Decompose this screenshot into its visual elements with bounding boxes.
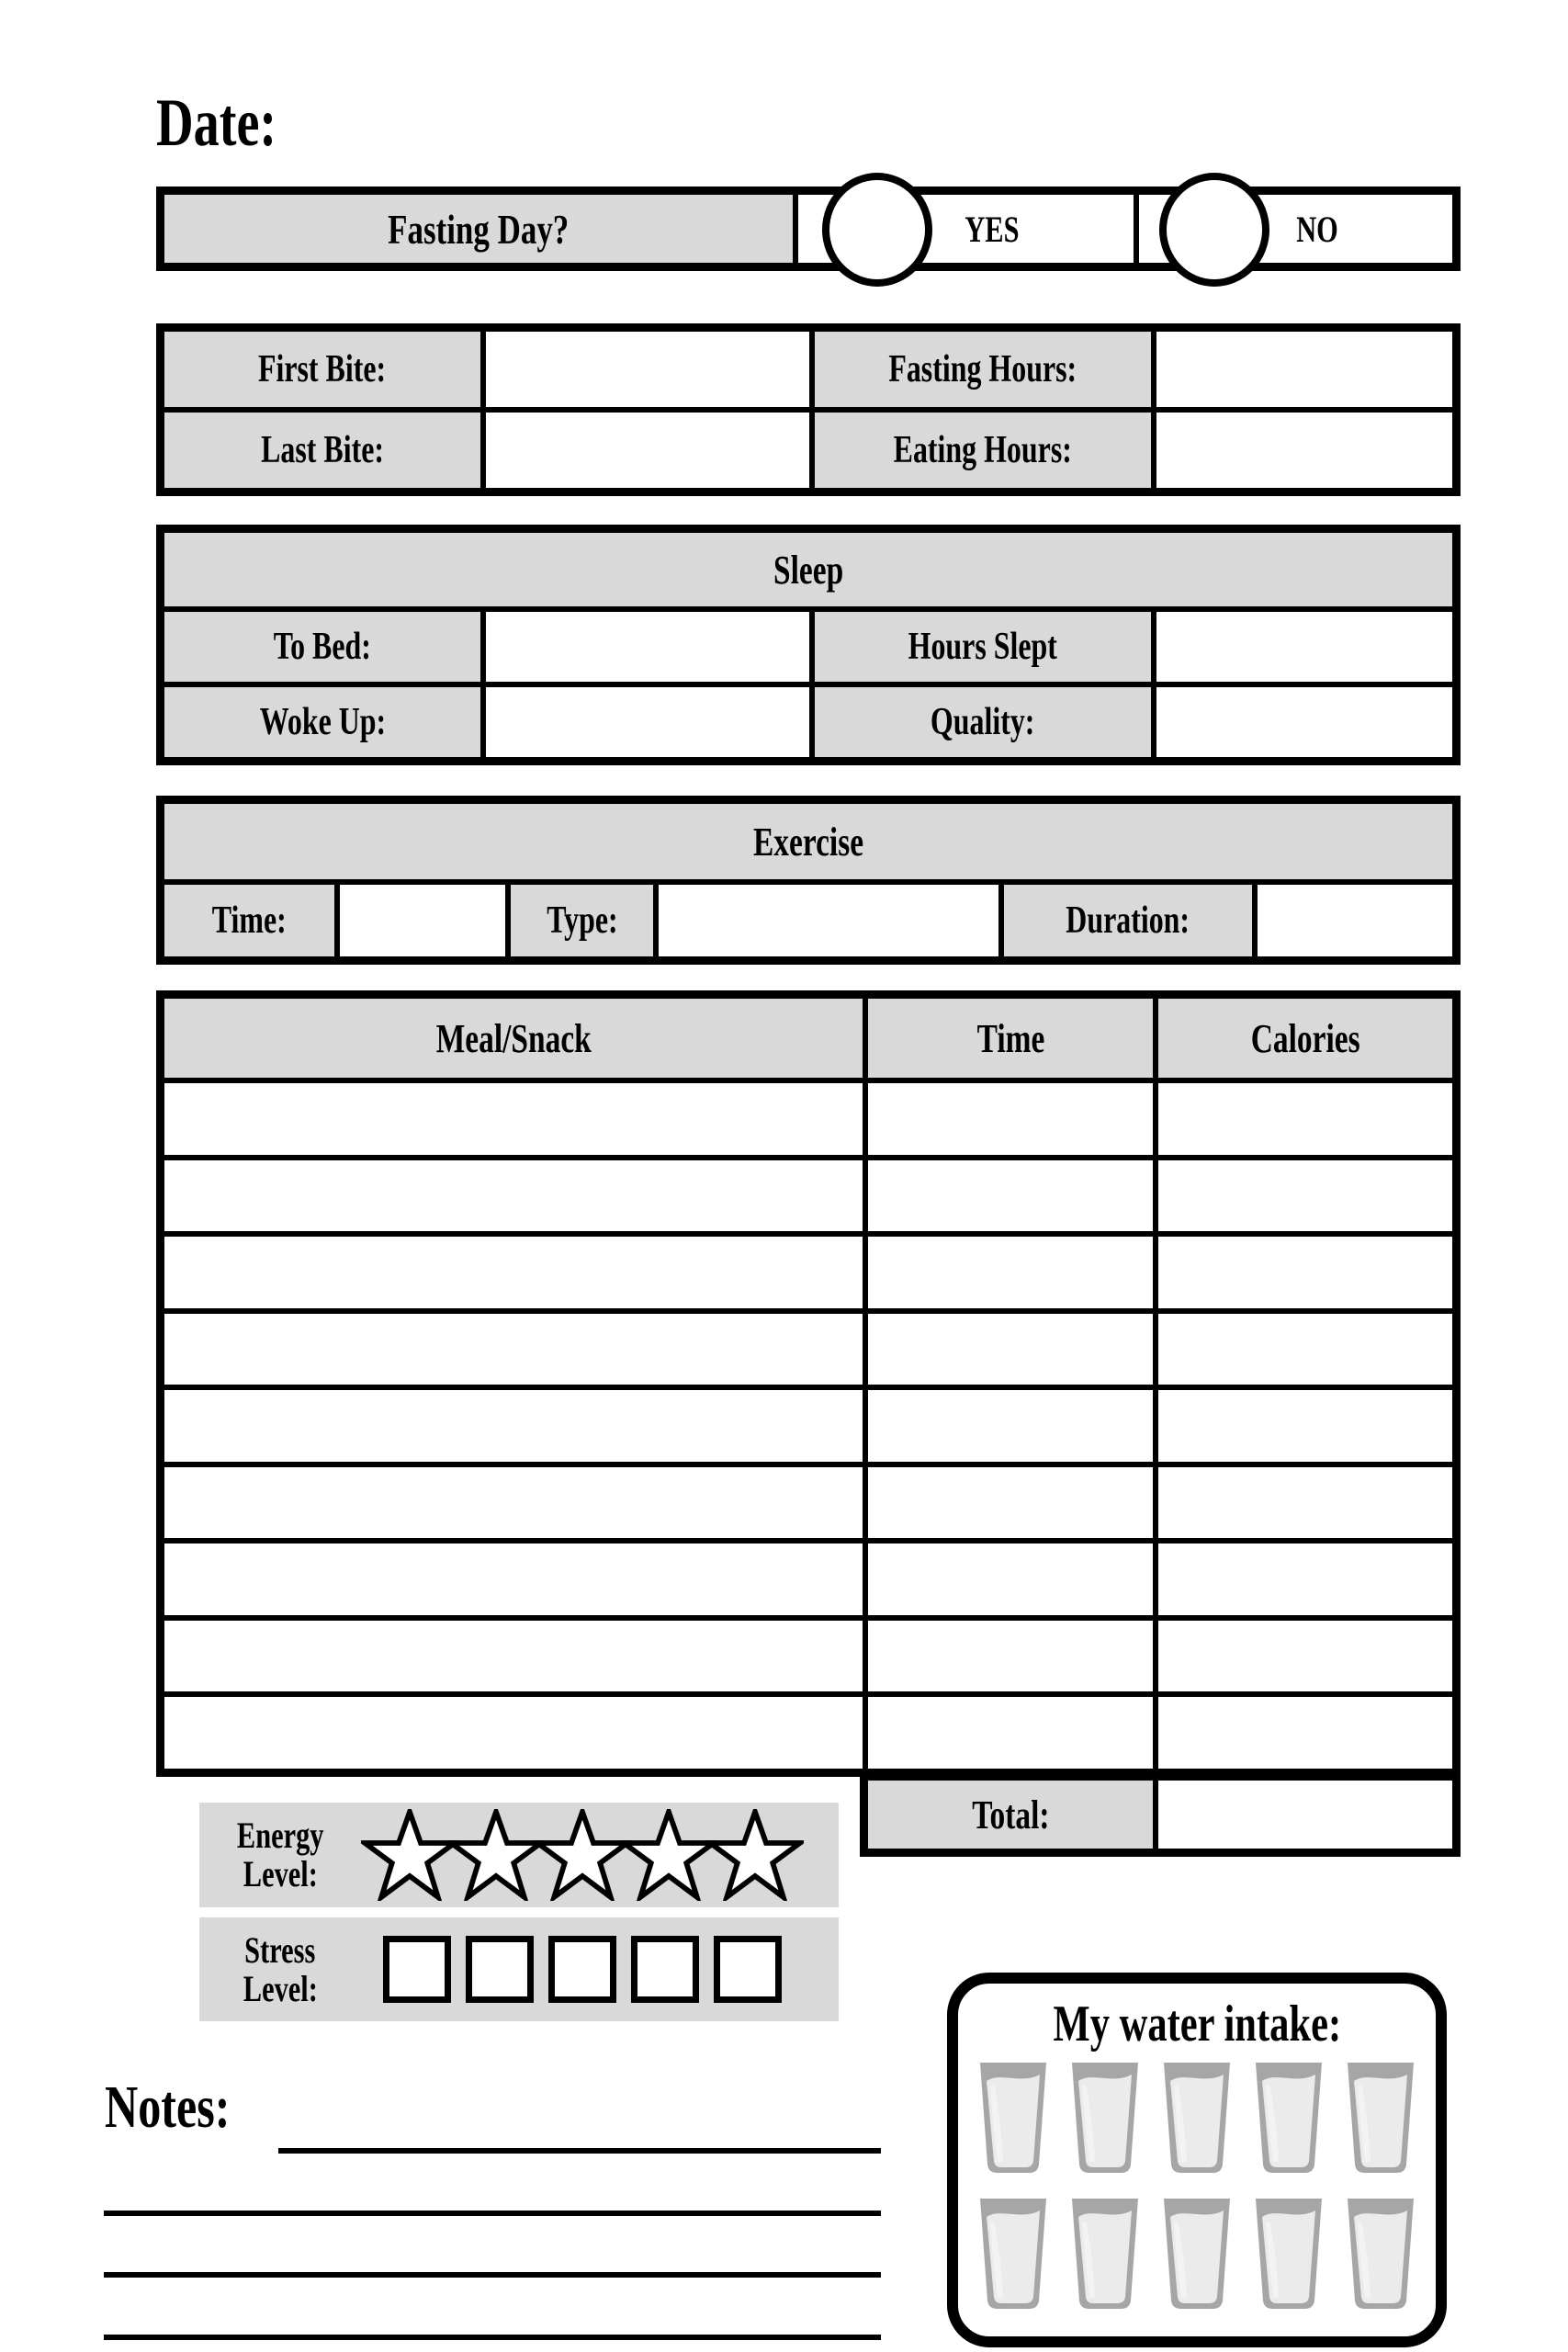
- fasting-day-row: [156, 187, 1461, 271]
- intake-table: [156, 323, 1461, 496]
- meal-cell[interactable]: [164, 1467, 863, 1539]
- meal-cell[interactable]: [1158, 1544, 1452, 1615]
- woke-up-value[interactable]: [486, 687, 809, 757]
- yes-label: YES: [964, 208, 1020, 250]
- meal-cell[interactable]: [1158, 1621, 1452, 1692]
- star-icon[interactable]: [534, 1809, 631, 1901]
- notes-line[interactable]: [104, 2211, 881, 2216]
- fasting-question: Fasting Day?: [388, 205, 570, 253]
- exercise-title: Exercise: [164, 804, 1452, 879]
- meal-cell[interactable]: [164, 1083, 863, 1155]
- energy-level-box: [199, 1803, 839, 1907]
- meal-cell[interactable]: [164, 1621, 863, 1692]
- no-label: NO: [1296, 208, 1338, 250]
- water-glass-icon[interactable]: [1160, 2197, 1234, 2312]
- total-label-cell: Total:: [868, 1781, 1153, 1849]
- meal-cell[interactable]: [1158, 1390, 1452, 1462]
- meal-cell[interactable]: [868, 1390, 1153, 1462]
- energy-star-row: [361, 1809, 804, 1901]
- meal-cell[interactable]: [868, 1160, 1153, 1232]
- water-glass-icon[interactable]: [1160, 2061, 1234, 2177]
- stress-cell[interactable]: [466, 1936, 534, 2003]
- water-glass-icon[interactable]: [1068, 2061, 1142, 2177]
- meal-cell[interactable]: [164, 1314, 863, 1385]
- stress-box-row: [361, 1936, 782, 2003]
- meal-cell[interactable]: [1158, 1160, 1452, 1232]
- meal-cell[interactable]: [1158, 1314, 1452, 1385]
- fasting-hours-label: Fasting Hours:: [815, 332, 1151, 407]
- notes-line[interactable]: [278, 2148, 881, 2154]
- last-bite-label: Last Bite:: [164, 413, 480, 488]
- meal-cell[interactable]: [164, 1697, 863, 1769]
- meal-cell[interactable]: [868, 1237, 1153, 1308]
- meal-cell[interactable]: [1158, 1237, 1452, 1308]
- meal-cell[interactable]: [164, 1160, 863, 1232]
- meal-cell[interactable]: [164, 1544, 863, 1615]
- water-glass-icon[interactable]: [1252, 2197, 1325, 2312]
- woke-up-label: Woke Up:: [164, 687, 480, 757]
- meal-table: [156, 990, 1461, 1777]
- eating-hours-label: Eating Hours:: [815, 413, 1151, 488]
- total-row: [860, 1772, 1461, 1857]
- fasting-divider: [1134, 187, 1139, 271]
- water-intake-box: [947, 1973, 1447, 2347]
- star-icon[interactable]: [620, 1809, 717, 1901]
- water-glass-icon[interactable]: [1068, 2197, 1142, 2312]
- exercise-duration-label: Duration:: [1004, 885, 1252, 956]
- meal-cell[interactable]: [868, 1467, 1153, 1539]
- notes-line[interactable]: [104, 2335, 881, 2340]
- meal-cell[interactable]: [164, 1237, 863, 1308]
- glass-row-1: [976, 2061, 1417, 2177]
- water-glass-icon[interactable]: [976, 2197, 1050, 2312]
- meal-cell[interactable]: [868, 1621, 1153, 1692]
- meal-cell[interactable]: [1158, 1467, 1452, 1539]
- star-icon[interactable]: [361, 1809, 458, 1901]
- water-glass-icon[interactable]: [1344, 2061, 1417, 2177]
- glass-row-2: [976, 2197, 1417, 2312]
- meal-cell[interactable]: [868, 1083, 1153, 1155]
- eating-hours-value[interactable]: [1156, 413, 1452, 488]
- meal-header-time: Time: [868, 999, 1153, 1078]
- energy-label: Energy Level:: [236, 1815, 324, 1894]
- first-bite-label: First Bite:: [164, 332, 480, 407]
- to-bed-value[interactable]: [486, 612, 809, 682]
- quality-label: Quality:: [815, 687, 1151, 757]
- date-field[interactable]: [312, 92, 863, 156]
- water-glass-icon[interactable]: [1252, 2061, 1325, 2177]
- exercise-time-value[interactable]: [340, 885, 505, 956]
- no-circle[interactable]: [1159, 173, 1269, 287]
- meal-header-calories: Calories: [1158, 999, 1452, 1078]
- exercise-time-label: Time:: [164, 885, 334, 956]
- meal-header-meal: Meal/Snack: [164, 999, 863, 1078]
- sleep-title: Sleep: [164, 533, 1452, 606]
- sleep-table: [156, 525, 1461, 765]
- to-bed-label: To Bed:: [164, 612, 480, 682]
- meal-cell[interactable]: [1158, 1697, 1452, 1769]
- water-intake-title: My water intake:: [1053, 1996, 1341, 2052]
- notes-line[interactable]: [104, 2272, 881, 2278]
- yes-circle[interactable]: [822, 173, 932, 287]
- exercise-type-value[interactable]: [659, 885, 998, 956]
- stress-level-box: [199, 1917, 839, 2021]
- stress-label: Stress Level:: [243, 1928, 318, 2009]
- meal-cell[interactable]: [868, 1314, 1153, 1385]
- water-glass-icon[interactable]: [1344, 2197, 1417, 2312]
- first-bite-value[interactable]: [486, 332, 809, 407]
- stress-cell[interactable]: [383, 1936, 451, 2003]
- star-icon[interactable]: [706, 1809, 804, 1901]
- notes-label: Notes:: [105, 2074, 231, 2141]
- stress-cell[interactable]: [631, 1936, 699, 2003]
- stress-cell[interactable]: [548, 1936, 616, 2003]
- stress-cell[interactable]: [714, 1936, 782, 2003]
- star-icon[interactable]: [447, 1809, 545, 1901]
- exercise-table: [156, 796, 1461, 965]
- fasting-hours-value[interactable]: [1156, 332, 1452, 407]
- last-bite-value[interactable]: [486, 413, 809, 488]
- exercise-type-label: Type:: [511, 885, 653, 956]
- water-glass-icon[interactable]: [976, 2061, 1050, 2177]
- meal-cell[interactable]: [1158, 1083, 1452, 1155]
- total-value-cell[interactable]: [1158, 1781, 1452, 1849]
- meal-cell[interactable]: [868, 1544, 1153, 1615]
- exercise-duration-value[interactable]: [1258, 885, 1452, 956]
- hours-slept-value[interactable]: [1156, 612, 1452, 682]
- meal-cell[interactable]: [868, 1697, 1153, 1769]
- date-label: Date:: [156, 85, 277, 161]
- meal-cell[interactable]: [164, 1390, 863, 1462]
- hours-slept-label: Hours Slept: [815, 612, 1151, 682]
- fasting-question-cell: [164, 195, 798, 263]
- quality-value[interactable]: [1156, 687, 1452, 757]
